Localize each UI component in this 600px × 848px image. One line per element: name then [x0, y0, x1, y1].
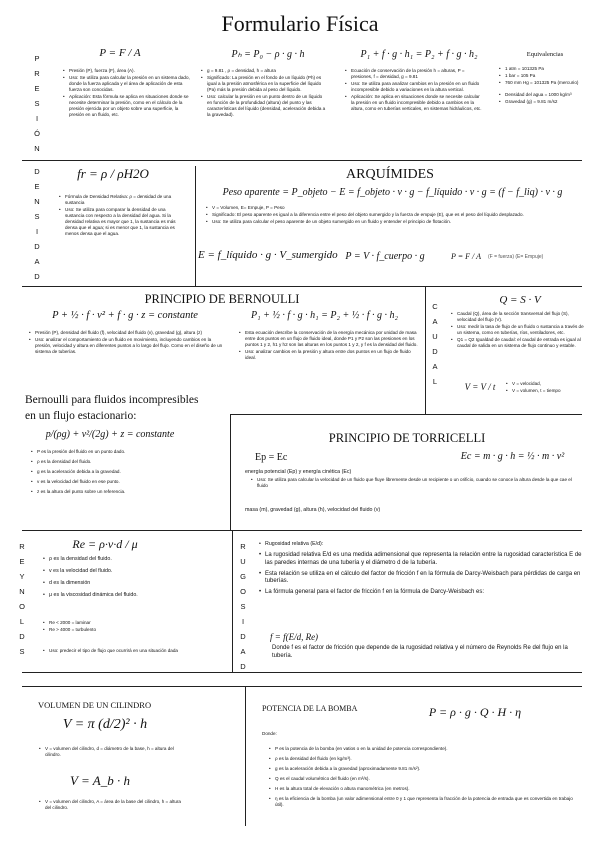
cylinder-volume-formula: V = π (d/2)² · h — [62, 717, 148, 732]
reynolds-regimes: • Re < 2000 = laminar • Re > 4000 = turbulento — [42, 620, 232, 634]
bernoulli-subtitle-2: en un flujo estacionario: — [25, 410, 137, 422]
divider — [22, 686, 582, 687]
reynolds-formula: Re = ρ·v·d / μ — [72, 537, 138, 551]
torricelli-energy-text: energía potencial (Ep) y energía cinética (Ec) — [245, 469, 352, 475]
cylinder-base-volume-notes: • V = volumen del cilindro, A = área de la base del cilindro, h = altura del cilindro. — [38, 799, 188, 812]
pump-power-title: POTENCIA DE LA BOMBA — [262, 704, 358, 713]
bernoulli-formula: P + ½ · f · v² + f · g · z = constante — [52, 310, 198, 321]
divider — [232, 530, 233, 672]
pressure-formula: P = F / A — [99, 47, 141, 59]
equivalences-list: • 1 atm = 101325 Pa • 1 bar = 105 Pa • 760 mm Hg = 101325 Pa (mercurio) • Densidad del agua = 1000 kg/m³ • Gravedad (g) = 9.81 m/s2 — [498, 66, 590, 106]
divider — [22, 672, 582, 673]
reynolds-side-label: R E Y N O L D S — [19, 542, 25, 656]
bernoulli-two-points-formula: P₁ + ½ · f · g · h₁ = P₂ + ½ · f · g · h₂ — [251, 310, 398, 321]
buoyancy-formula: E = f_líquido · g · V_sumergido — [198, 249, 338, 261]
cylinder-volume-title: VOLUMEN DE UN CILINDRO — [38, 700, 152, 710]
relative-density-notes: • Fórmula de Densidad Relativa: ρ = densidad de una sustancia • Uso: Se utiliza para comparar la densidad de una sustancia con respecto a la densidad del agua. Si la densidad relativa es mayor que 1, la sustancia es más densa que el agua; si es menor que 1, la sustancia es menos densa que el agua. — [58, 194, 178, 238]
divider — [195, 166, 196, 286]
friction-factor-formula: f = f(E/d, Re) — [270, 632, 319, 642]
caudal-side-label: C A U D A L — [432, 302, 438, 386]
apparent-weight-formula: Peso aparente = P_objeto − E = f_objeto · v · g − f_líquido · v · g = (f − f_liq) · v · g — [222, 187, 563, 198]
roughness-heading: • Rugosidad relativa (E/d): — [258, 541, 578, 549]
reynolds-variables: • ρ es la densidad del fluido. • v es la velocidad del fluido. • d es la dimensión • μ es la viscosidad dinámica del fluido. — [42, 556, 232, 600]
liquid-pressure-formula: Pₕ = P₀ − ρ · g · h — [231, 49, 305, 60]
friction-factor-note: Donde f es el factor de fricción que depende de la rugosidad relativa y el número de Reynolds Re del flujo en la tubería. — [272, 645, 568, 659]
divider — [22, 286, 582, 287]
rugosidad-side-label: R U G O S I D A D — [240, 542, 246, 671]
pressure-conservation-formula: P₁ + f · g · h₁ = P₂ + f · g · h₂ — [360, 49, 478, 60]
kinetic-energy-formula: Ec = m · g · h = ½ · m · v² — [460, 451, 565, 462]
weight-formula: P = V · f_cuerpo · g — [345, 251, 425, 262]
equivalences-title: Equivalencias — [526, 51, 564, 58]
bernoulli-two-points-notes: • Esta ecuación describe la conservación de la energía mecánica por unidad de masa entre dos puntos en un flujo de fluido ideal, donde P1 y P2 son las presiones en los puntos 1 y 2, h1 y h2 son las alturas en los puntos 1 y 2, y f es la densidad del fluido. • Uso: analizar cambios en la presión y altura entre dos puntos en un flujo de fluido ideal. — [238, 330, 418, 362]
energy-equality-formula: Ep = Ec — [255, 452, 288, 463]
roughness-notes: • La rugosidad relativa E/d es una medida adimensional que representa la relación entre la rugosidad característica E de las paredes internas de una tubería y el diámetro d de la tubería. • Esta relación se utiliza en el cálculo del factor de fricción f en la fórmula de Darcy-Weisbach para pérdidas de carga en tuberías. • La fórmula general para el factor de fricción f en la fórmula de Darcy-Weisbach es: — [258, 552, 583, 600]
pump-power-formula: P = ρ · g · Q · H · η — [428, 705, 522, 719]
bernoulli-title: PRINCIPIO DE BERNOULLI — [144, 292, 300, 306]
pressure-notes: • Presión (P), fuerza (F), área (A). • Uso: Se utiliza para calcular la presión en un sistema dado, donde la fuerza aplicada y el área de aplicación de esta fuerza son conocidas. • Aplicación: Esta fórmula se aplica en situaciones donde se necesite determinar la presión, como en el cálculo de la presión ejercida por un objeto sobre una superficie, la presión en un fluido, etc. — [62, 68, 190, 119]
bernoulli-incompressible-formula: p/(ρg) + v²/(2g) + z = constante — [45, 429, 175, 440]
densidad-side-label: D E N S I D A D — [34, 167, 40, 281]
torricelli-title: PRINCIPIO DE TORRICELLI — [328, 431, 486, 445]
archimedes-title: ARQUÍMIDES — [346, 167, 434, 182]
reynolds-usage: • Uso: predecir el tipo de flujo que ocurrirá en una situación dada — [42, 648, 212, 655]
presion-side-label: P R E S I Ó N — [34, 54, 40, 153]
divider — [230, 414, 582, 415]
flow-rate-formula: Q = S · V — [499, 294, 541, 306]
pump-power-where: Donde: — [262, 731, 277, 736]
pump-power-variables: • P es la potencia de la bomba (en vatios o en la unidad de potencia correspondiente). • ρ es la densidad del fluido (en kg/m³). • g es la aceleración debida a la gravedad (aproximadamente 9.81 m/s²). • Q es el caudal volumétrico del fluido (en m³/s). • H es la altura total de elevación o altura manométrica (en metros). • η es la eficiencia de la bomba (un valor adimensional entre 0 y 1 que representa la fracción de la potencia de entrada que es convertida en trabajo útil). — [268, 746, 580, 809]
divider — [425, 286, 426, 414]
pressure-formula-note: (F = fuerza) (E= Empuje) — [488, 254, 544, 260]
liquid-pressure-notes: • g = 9.81 , ρ = densidad, h = altura • Significado: La presión en el fondo de un líquido (Ph) es igual a la presión atmosférica en la superficie del líquido (Pa) más la presión debida al peso del líquido. • Uso: calcular la presión en un punto dentro de un líquido en función de la profundidad (altura) del punto y las características del líquido (densidad, aceleración debida a la gravedad). — [200, 68, 328, 119]
bernoulli-notes: • Presión (P), densidad del fluido (f), velocidad del fluido (v), gravedad (g), altura (z) • Uso: analizar el comportamiento de un fluido en movimiento, incluyendo cambios en la presión, velocidad y altura en diferentes puntos a lo largo del flujo. Como en el diseño de un sistema de tuberías. — [28, 330, 223, 356]
divider — [230, 414, 231, 530]
torricelli-notes: • Uso: Se utiliza para calcular la velocidad de un fluido que fluye libremente desde un recipiente o un orificio, cuando se conoce la altura desde la que cae el fluido — [250, 477, 580, 490]
cylinder-volume-notes: • V = volumen del cilindro, d = diámetro de la base, h = altura del cilindro. — [38, 746, 188, 759]
velocity-formula: V = V / t — [464, 382, 496, 392]
divider — [22, 160, 582, 161]
bernoulli-variables: • P es la presión del fluido en un punto dado. • ρ es la densidad del fluido. • g es la aceleración debida a la gravedad. • v es la velocidad del fluido en ese punto. • z es la altura del punto sobre un referencia. — [30, 449, 220, 496]
relative-density-formula: fr = ρ / ρH2O — [77, 166, 149, 181]
pressure-conservation-notes: • Ecuación de conservación de la presión h = alturas, P = presiones, f = densidad, g = 9.81 • Uso: Se utiliza para analizar cambios en la presión en un fluido incompresible debido a variaciones en la altura vertical. • Aplicación: Se aplica en situaciones donde se necesite calcular la presión en un fluido incompresible debido a cambios en la altura, como en tuberías verticales, en sistemas hidráulicos, etc. — [344, 68, 484, 113]
archimedes-notes: • V = Volumen, E= Empuje, P = Peso • Significado: El peso aparente es igual a la diferencia entre el peso del objeto sumergido y la fuerza de empuje (E), que es el peso del líquido desplazado. • Uso: Se utiliza para calcular el peso aparente de un objeto sumergido en un fluido y entender el principio de flotación. — [205, 205, 585, 226]
bernoulli-subtitle: Bernoulli para fluidos incompresibles — [25, 394, 199, 406]
divider — [245, 686, 246, 826]
divider — [22, 530, 582, 531]
flow-rate-notes: • Caudal (Q), área de la sección transversal del flujo (S), velocidad del flujo (V). • Uso: medir la tasa de flujo de un fluido o sustancia a través de un sistema, como en tuberías, ríos, ventiladores, etc. • Q1 = Q2 Igualdad de caudal: el caudal de entrada es igual al caudal de salida en un sistema de flujo continuo y estable. — [450, 311, 585, 350]
pressure-formula-small: P = F / A — [451, 252, 481, 261]
torricelli-variables: masa (m), gravedad (g), altura (h), velocidad del fluido (v) — [245, 507, 381, 513]
page-title: Formulario Física — [221, 11, 379, 36]
cylinder-base-volume-formula: V = A_b · h — [70, 773, 130, 788]
velocity-notes: • V = velocidad, • V = volumen, t = tiempo — [505, 381, 590, 395]
